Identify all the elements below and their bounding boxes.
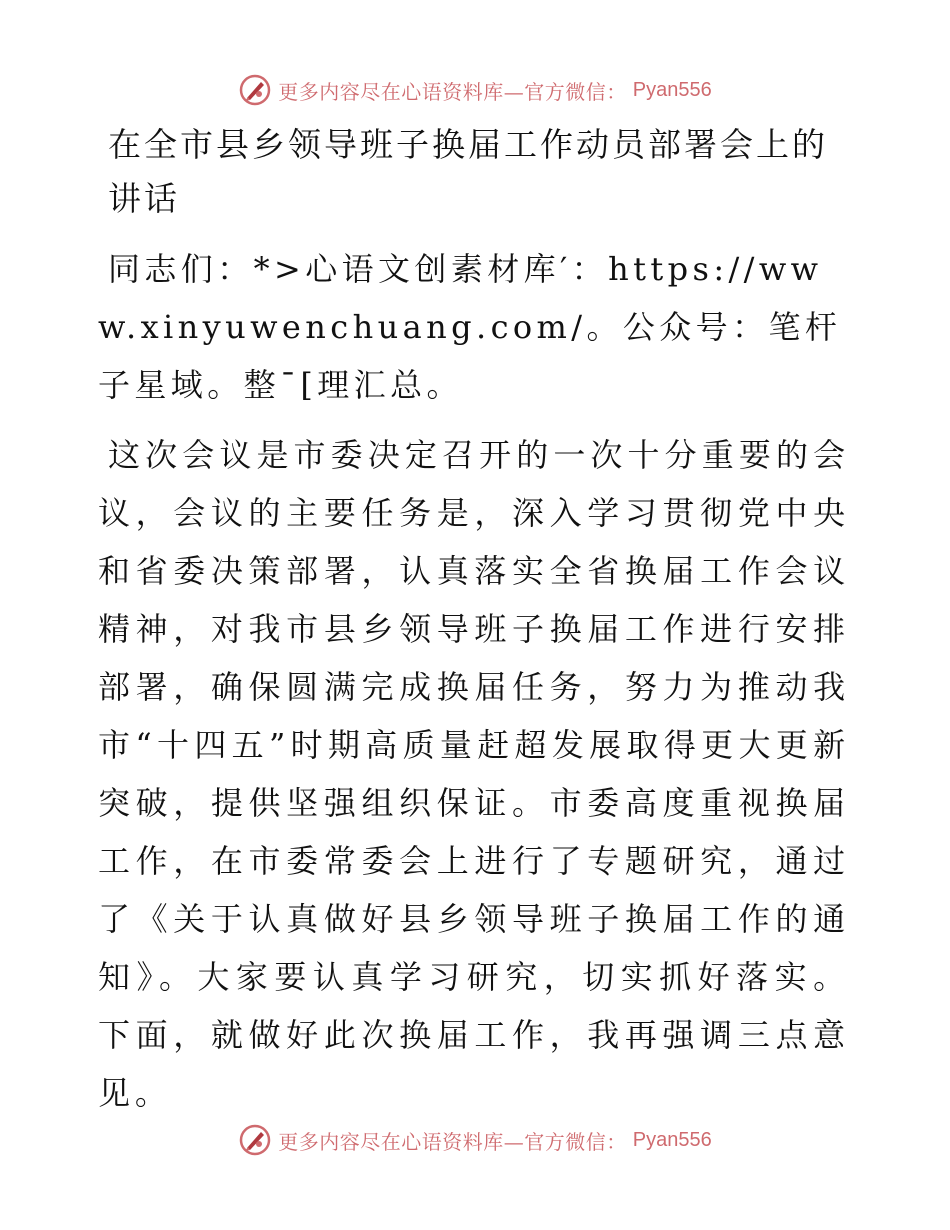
quill-emblem-icon (238, 73, 272, 107)
document-title: 在全市县乡领导班子换届工作动员部署会上的讲话 (108, 125, 828, 218)
watermark-text: 更多内容尽在心语资料库—官方微信： (278, 79, 627, 104)
footer-watermark-banner (0, 1120, 950, 1160)
paragraph-greeting: 同志们：*>心语文创素材库′：https://www.xinyuwenchuang.com/。公众号：笔杆子星域。整¯[理汇总。 (98, 250, 842, 404)
watermark-wechat-id: Pyan556 (632, 78, 712, 101)
quill-emblem-icon (238, 1123, 272, 1157)
paragraph-main: 这次会议是市委决定召开的一次十分重要的会议，会议的主要任务是，深入学习贯彻党中央和省委决策部署，认真落实全省换届工作会议精神，对我市县乡领导班子换届工作进行安排部署，确保圆满完成换届任务，努力为推动我市“十四五”时期高质量赶超发展取得更大更新突破，提供坚强组织保证。市委高度重视换届工作，在市委常委会上进行了专题研究，通过了《关于认真做好县乡领导班子换届工作的通知》。大家要认真学习研究，切实抓好落实。下面，就做好此次换届工作，我再强调三点意见。 (98, 436, 850, 1112)
watermark-text: 更多内容尽在心语资料库—官方微信： (278, 1129, 627, 1154)
document-body (98, 118, 850, 1134)
header-watermark-banner (0, 70, 950, 110)
watermark-wechat-id: Pyan556 (632, 1128, 712, 1151)
